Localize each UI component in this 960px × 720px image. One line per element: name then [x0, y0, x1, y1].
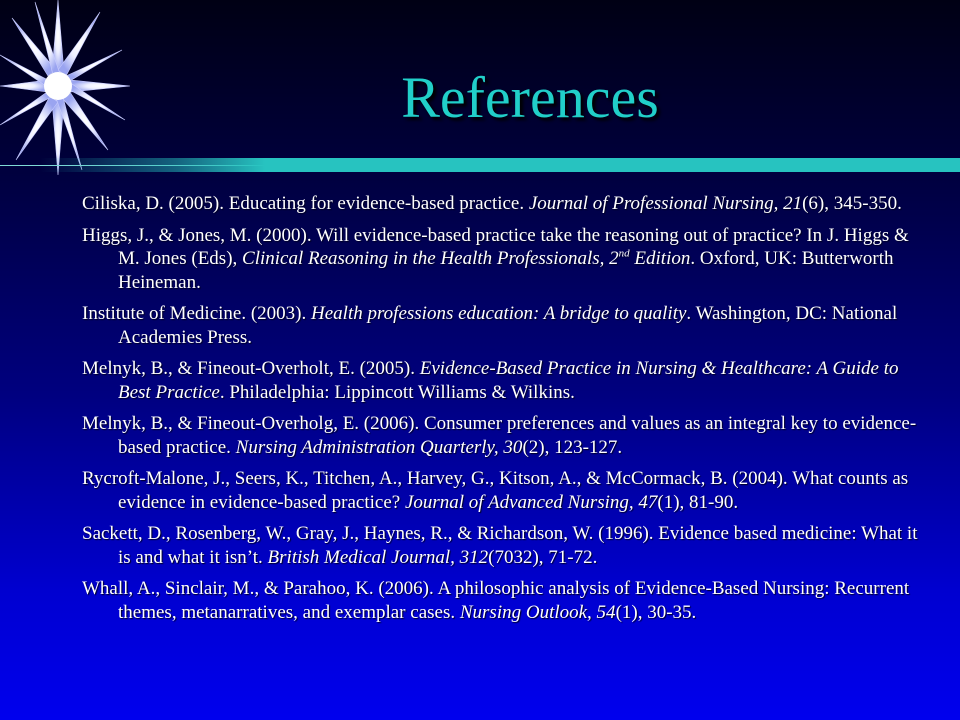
reference-text: Higgs, J., & Jones, M. (2000). Will evidence-based practice take the reasoning out of practice? In J. Higgs & M. Jones (Eds),	[82, 224, 909, 269]
reference-text: . Oxford, UK: Butterworth Heineman.	[118, 248, 894, 293]
reference-text: (6), 345-350.	[802, 193, 902, 214]
reference-entry	[82, 522, 932, 569]
slide-title: References	[401, 65, 659, 130]
reference-entry	[82, 412, 932, 459]
reference-text: (2), 123-127.	[522, 436, 623, 458]
reference-italic-text: Evidence-Based Practice in Nursing & Healthcare: A Guide to Best Practice	[118, 358, 899, 403]
reference-text: (7032), 71-72.	[488, 546, 598, 568]
title-divider	[0, 158, 960, 173]
reference-entry	[82, 467, 932, 514]
reference-italic-text: Journal of Professional Nursing, 21	[528, 193, 803, 214]
reference-italic-text: Edition	[629, 248, 691, 269]
reference-text: Rycroft-Malone, J., Seers, K., Titchen, A., Harvey, G., Kitson, A., & McCormack, B. (2004). What counts as evidence in evidence-based practice?	[82, 468, 909, 513]
reference-italic-text: Health professions education: A bridge to quality	[311, 303, 687, 324]
reference-text: Melnyk, B., & Fineout-Overholg, E. (2006). Consumer preferences and values as an integral key to evidence-based practice.	[82, 413, 917, 458]
reference-text: . Washington, DC: National Academies Press.	[118, 303, 898, 348]
reference-italic-text: Journal of Advanced Nursing, 47	[404, 491, 658, 513]
reference-list	[82, 192, 932, 632]
reference-entry	[82, 224, 932, 295]
reference-entry	[82, 577, 932, 624]
reference-italic-text: nd	[618, 247, 630, 260]
reference-italic-text: Clinical Reasoning in the Health Professionals, 2	[242, 248, 619, 269]
reference-text: Ciliska, D. (2005). Educating for evidence-based practice.	[82, 193, 529, 214]
reference-text: Sackett, D., Rosenberg, W., Gray, J., Haynes, R., & Richardson, W. (1996). Evidence based medicine: What it is and what it isn’t.	[82, 523, 918, 568]
reference-text: Institute of Medicine. (2003).	[82, 303, 312, 324]
reference-entry	[82, 302, 932, 349]
reference-italic-text: British Medical Journal, 312	[267, 546, 489, 568]
reference-text: Melnyk, B., & Fineout-Overholt, E. (2005).	[82, 358, 420, 379]
reference-italic-text: Nursing Administration Quarterly, 30	[235, 436, 523, 458]
reference-text: (1), 81-90.	[657, 491, 739, 513]
reference-text: (1), 30-35.	[615, 601, 697, 623]
reference-entry	[82, 357, 932, 404]
reference-text: . Philadelphia: Lippincott Williams & Wilkins.	[219, 381, 575, 403]
reference-entry	[82, 192, 932, 216]
reference-italic-text: Nursing Outlook, 54	[459, 601, 616, 623]
reference-text: Whall, A., Sinclair, M., & Parahoo, K. (2006). A philosophic analysis of Evidence-Based Nursing: Recurrent themes, metanarratives, and exemplar cases.	[82, 578, 910, 623]
